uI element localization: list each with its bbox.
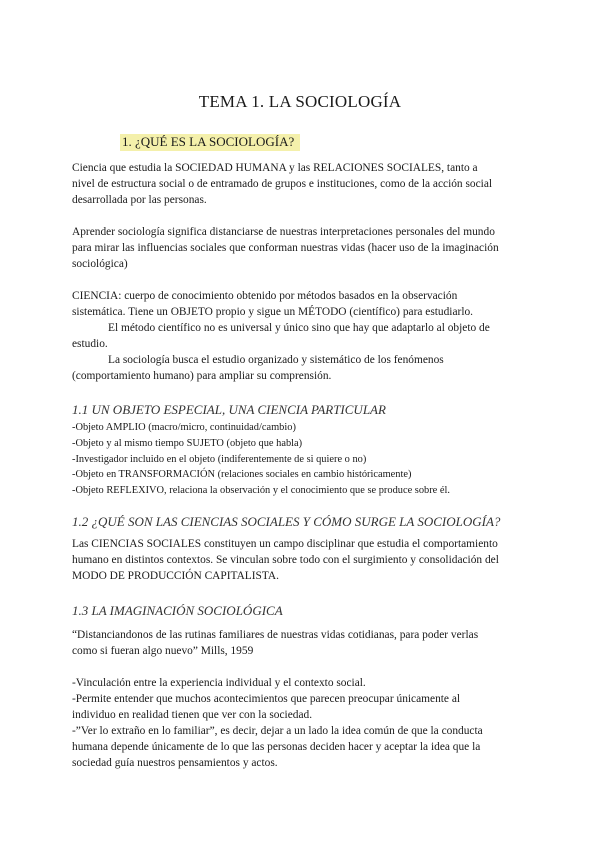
text-line: El método científico no es universal y único sino que hay que adaptarlo al objeto de <box>108 322 490 334</box>
text-line: estudio. <box>72 338 108 350</box>
paragraph-ciencias-sociales <box>72 536 528 584</box>
text-line: sociológica) <box>72 258 128 270</box>
list-item: -Investigador incluido en el objeto (indiferentemente de si quiere o no) <box>72 453 367 465</box>
text-line: sociedad guía nuestros pensamientos y actos. <box>72 757 278 769</box>
paragraph-imaginacion-points <box>72 675 528 771</box>
text-line: como si fueran algo nuevo” Mills, 1959 <box>72 645 254 657</box>
paragraph-ciencia <box>72 288 528 320</box>
objeto-list <box>72 420 532 499</box>
text-line: -Vinculación entre la experiencia individual y el contexto social. <box>72 677 366 689</box>
paragraph-definition <box>72 160 528 208</box>
text-line: Aprender sociología significa distanciarse de nuestras interpretaciones personales del mundo <box>72 226 495 238</box>
text-line: sistemática. Tiene un OBJETO propio y sigue un MÉTODO (científico) para estudiarlo. <box>72 306 474 318</box>
text-line: (comportamiento humano) para ampliar su comprensión. <box>72 370 332 382</box>
text-line: -”Ver lo extraño en lo familiar”, es decir, dejar a un lado la idea común de que la conducta <box>72 725 483 737</box>
paragraph-metodo <box>72 320 528 352</box>
paragraph-mills-quote <box>72 627 528 659</box>
list-item: -Objeto AMPLIO (macro/micro, continuidad/cambio) <box>72 422 296 433</box>
list-item: -Objeto en TRANSFORMACIÓN (relaciones sociales en cambio históricamente) <box>72 469 412 481</box>
section-heading-1-3: 1.3 LA IMAGINACIÓN SOCIOLÓGICA <box>72 603 283 618</box>
text-line: CIENCIA: cuerpo de conocimiento obtenido por métodos basados en la observación <box>72 290 458 302</box>
list-item: -Objeto y al mismo tiempo SUJETO (objeto que habla) <box>72 437 303 449</box>
document-title: TEMA 1. LA SOCIOLOGÍA <box>198 92 402 111</box>
text-line: La sociología busca el estudio organizado y sistemático de los fenómenos <box>108 354 444 366</box>
section-heading-1: 1. ¿QUÉ ES LA SOCIOLOGÍA? <box>120 134 300 151</box>
text-line: Las CIENCIAS SOCIALES constituyen un campo disciplinar que estudia el comportamiento <box>72 538 498 550</box>
section-heading-1-2: 1.2 ¿QUÉ SON LAS CIENCIAS SOCIALES Y CÓMO SURGE LA SOCIOLOGÍA? <box>72 514 501 529</box>
section-heading-1-1: 1.1 UN OBJETO ESPECIAL, UNA CIENCIA PARTICULAR <box>72 402 386 417</box>
text-line: para mirar las influencias sociales que conforman nuestras vidas (hacer uso de la imaginación <box>72 242 499 254</box>
text-line: nivel de estructura social o de entramado de grupos e instituciones, como de la acción social <box>72 178 493 190</box>
text-line: MODO DE PRODUCCIÓN CAPITALISTA. <box>72 570 280 582</box>
text-line: individuo en realidad tienen que ver con la sociedad. <box>72 709 313 721</box>
text-line: desarrollada por las personas. <box>72 194 207 206</box>
text-line: Ciencia que estudia la SOCIEDAD HUMANA y las RELACIONES SOCIALES, tanto a <box>72 162 478 174</box>
paragraph-learning <box>72 224 528 272</box>
text-line: humano en distintos contextos. Se vinculan sobre todo con el surgimiento y consolidación del <box>72 554 499 566</box>
text-line: -Permite entender que muchos acontecimientos que parecen preocupar únicamente al <box>72 693 461 705</box>
text-line: humana depende únicamente de lo que las personas deciden hacer y aceptar la idea que la <box>72 741 481 753</box>
text-line: “Distanciandonos de las rutinas familiares de nuestras vidas cotidianas, para poder verlas <box>72 629 479 641</box>
paragraph-estudio <box>72 352 528 384</box>
list-item: -Objeto REFLEXIVO, relaciona la observación y el conocimiento que se produce sobre él. <box>72 485 450 497</box>
